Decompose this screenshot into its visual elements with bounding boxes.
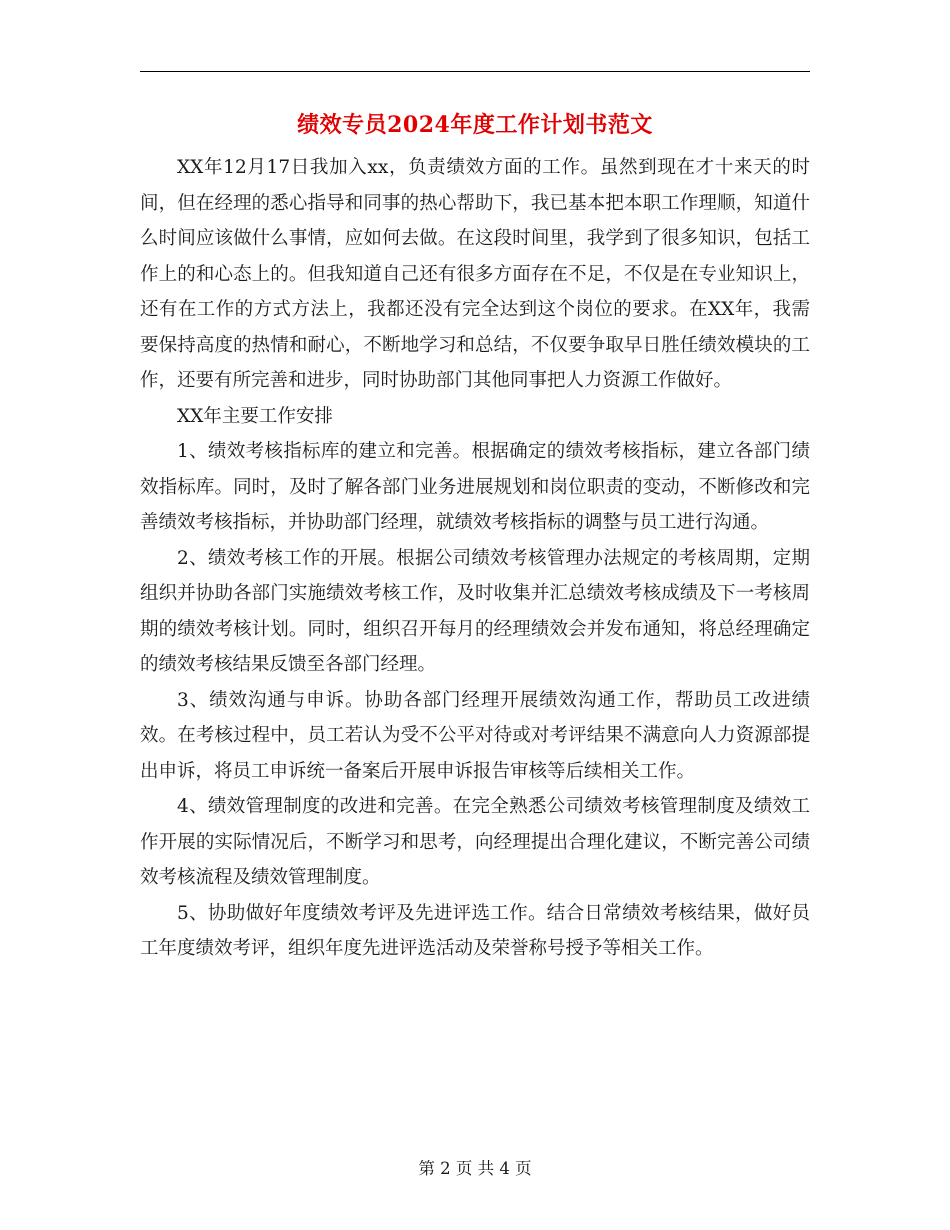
paragraph-item-4: 4、绩效管理制度的改进和完善。在完全熟悉公司绩效考核管理制度及绩效工作开展的实际情况后，不断学习和思考，向经理提出合理化建议，不断完善公司绩效考核流程及绩效管理制度。: [140, 796, 810, 888]
paragraph-section-heading: XX年主要工作安排: [177, 405, 333, 427]
document-title: 绩效专员2024年度工作计划书范文: [297, 112, 653, 138]
page-number-footer: 第 2 页 共 4 页: [418, 1159, 532, 1178]
document-body: [140, 150, 810, 967]
paragraph-item-1: 1、绩效考核指标库的建立和完善。根据确定的绩效考核指标，建立各部门绩效指标库。同时，及时了解各部门业务进展规划和岗位职责的变动，不断修改和完善绩效考核指标，并协助部门经理，就绩效考核指标的调整与员工进行沟通。: [140, 441, 810, 533]
paragraph-item-5: 5、协助做好年度绩效考评及先进评选工作。结合日常绩效考核结果，做好员工年度绩效考评，组织年度先进评选活动及荣誉称号授予等相关工作。: [140, 902, 810, 959]
paragraph-item-3: 3、绩效沟通与申诉。协助各部门经理开展绩效沟通工作，帮助员工改进绩效。在考核过程中，员工若认为受不公平对待或对考评结果不满意向人力资源部提出申诉，将员工申诉统一备案后开展申诉报告审核等后续相关工作。: [140, 689, 810, 782]
header-rule: [140, 71, 810, 72]
paragraph-intro: XX年12月17日我加入xx，负责绩效方面的工作。虽然到现在才十来天的时间，但在经理的悉心指导和同事的热心帮助下，我已基本把本职工作理顺，知道什么时间应该做什么事情，应如何去做。在这段时间里，我学到了很多知识，包括工作上的和心态上的。但我知道自己还有很多方面存在不足，不仅是在专业知识上，还有在工作的方式方法上，我都还没有完全达到这个岗位的要求。在XX年，我需要保持高度的热情和耐心，不断地学习和总结，不仅要争取早日胜任绩效模块的工作，还要有所完善和进步，同时协助部门其他同事把人力资源工作做好。: [140, 157, 810, 391]
paragraph-item-2: 2、绩效考核工作的开展。根据公司绩效考核管理办法规定的考核周期，定期组织并协助各部门实施绩效考核工作，及时收集并汇总绩效考核成绩及下一考核周期的绩效考核计划。同时，组织召开每月的经理绩效会并发布通知，将总经理确定的绩效考核结果反馈至各部门经理。: [140, 547, 810, 675]
